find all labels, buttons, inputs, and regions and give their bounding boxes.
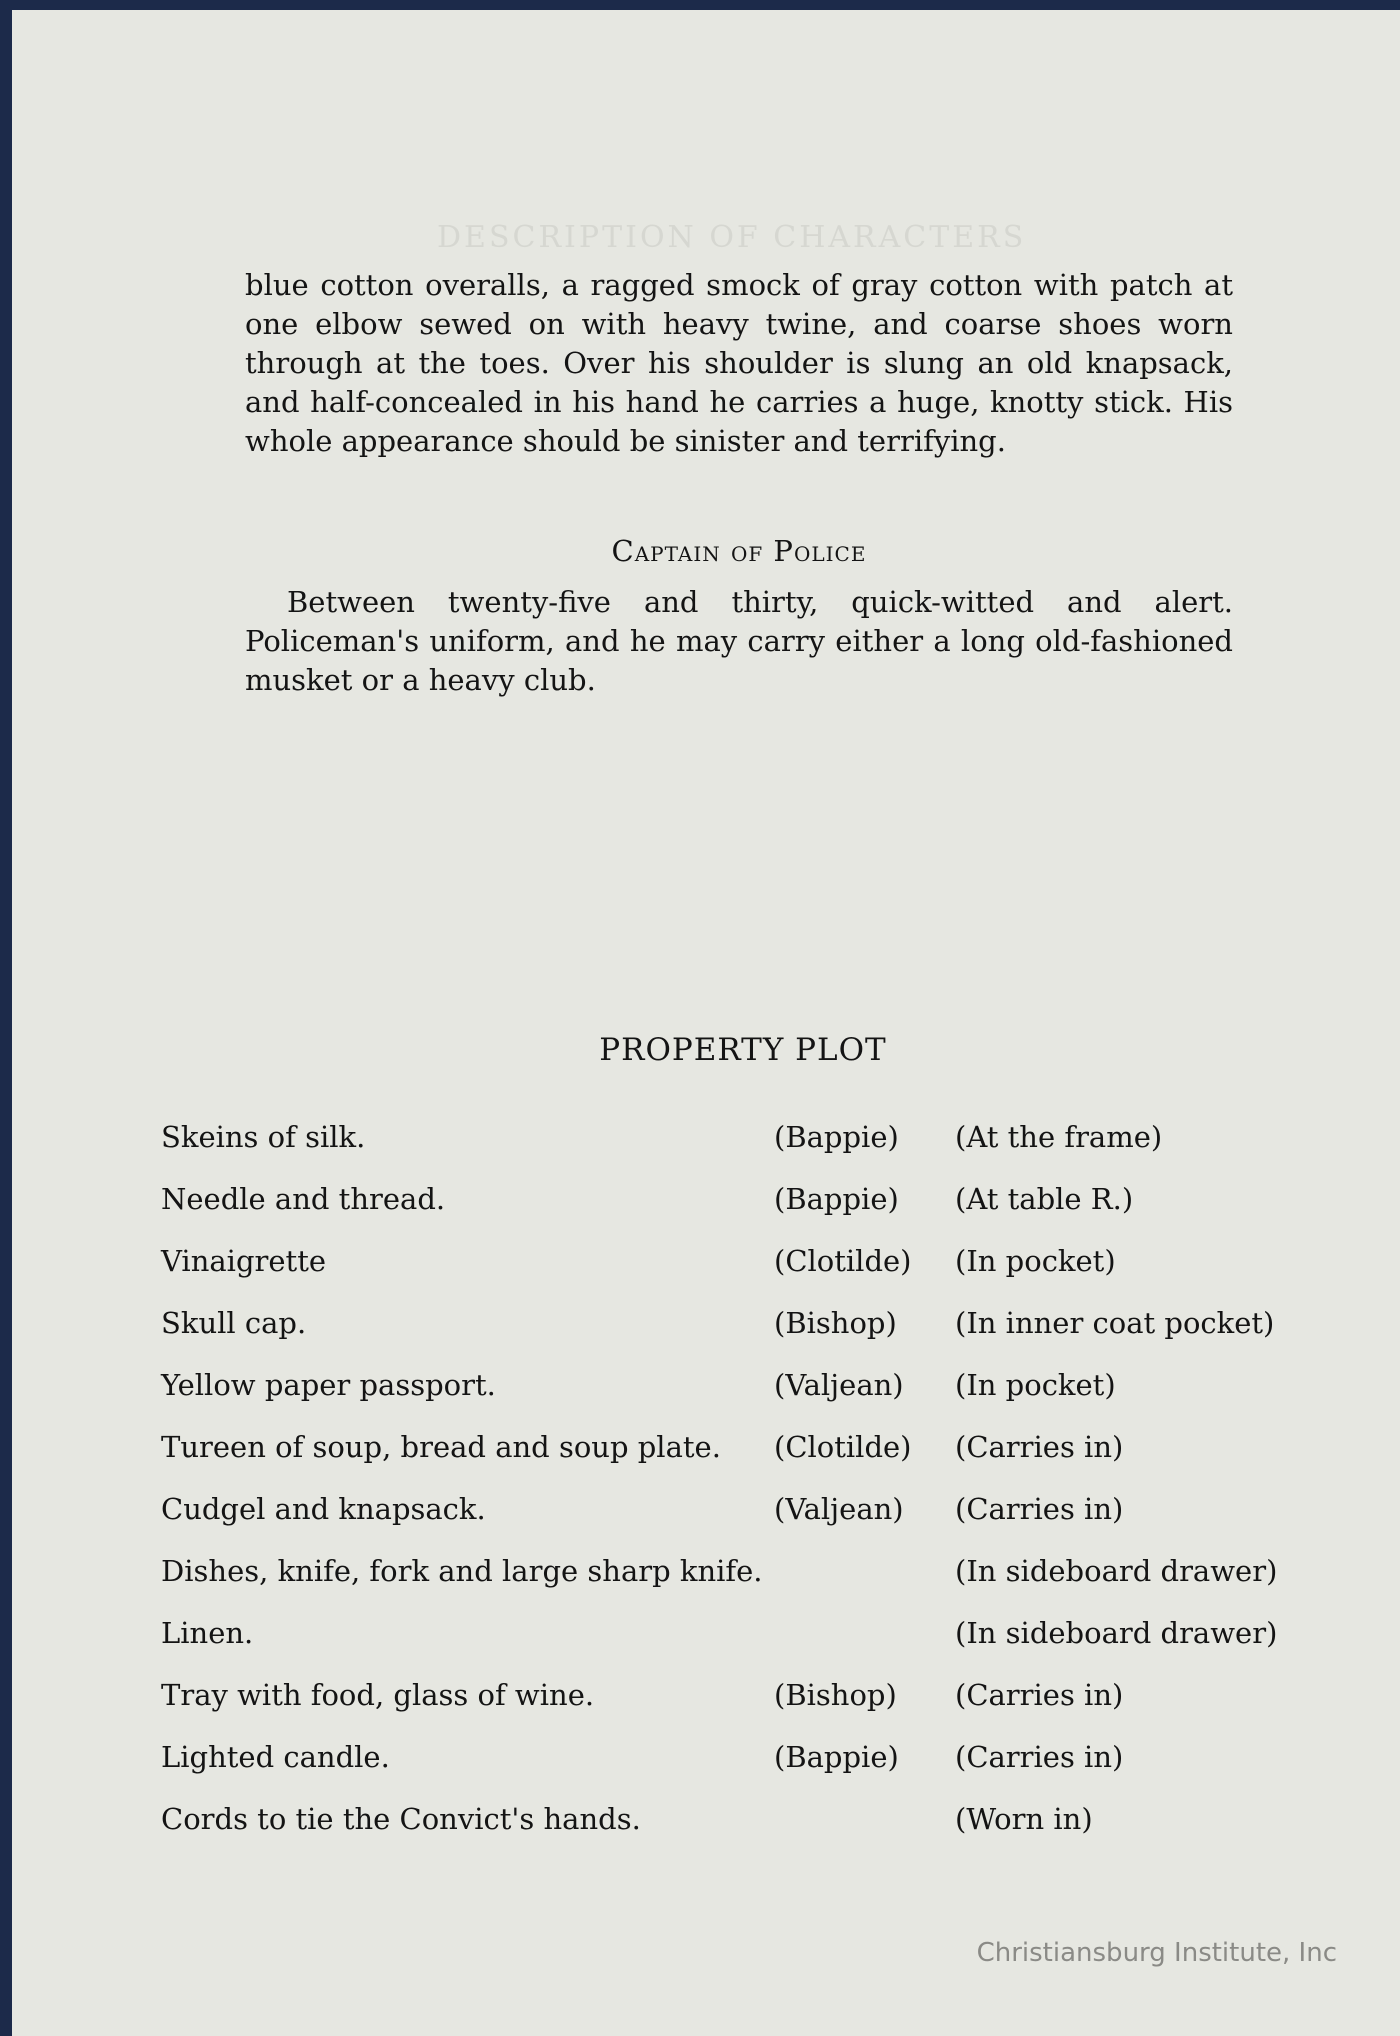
costume-paragraph: blue cotton overalls, a ragged smock of gray cotton with patch at one elbow sewed on with heavy twine, and coarse shoes worn through at the toes. Over his shoulder is slung an old knapsack, and half-concealed in his hand he carries a huge, knotty stick. His whole appearance should be sinister and terrifying.	[245, 268, 1233, 458]
property-item: Linen.	[161, 1616, 254, 1650]
property-row	[12, 1554, 1400, 1594]
property-location: (In pocket)	[955, 1244, 1116, 1278]
captain-paragraph: Between twenty-five and thirty, quick-witted and alert. Policeman's uniform, and he may carry either a long old-fashioned musket or a heavy club.	[245, 585, 1233, 697]
property-item: Needle and thread.	[161, 1182, 446, 1216]
property-row	[12, 1244, 1400, 1284]
property-row	[12, 1678, 1400, 1718]
property-item: Dishes, knife, fork and large sharp knife.	[161, 1554, 763, 1588]
property-item: Vinaigrette	[161, 1244, 327, 1278]
property-item: Skull cap.	[161, 1306, 307, 1340]
property-item: Tray with food, glass of wine.	[161, 1678, 595, 1712]
property-character: (Bappie)	[774, 1120, 899, 1154]
watermark-text: Christiansburg Institute, Inc	[976, 1938, 1337, 1968]
property-character: (Clotilde)	[774, 1244, 912, 1278]
property-row	[12, 1120, 1400, 1160]
property-character: (Bappie)	[774, 1182, 899, 1216]
property-row	[12, 1306, 1400, 1346]
property-location: (Carries in)	[955, 1430, 1124, 1464]
property-item: Cudgel and knapsack.	[161, 1492, 486, 1526]
property-row	[12, 1430, 1400, 1470]
show-through-heading: DESCRIPTION OF CHARACTERS	[437, 220, 1027, 255]
property-location: (At table R.)	[955, 1182, 1134, 1216]
property-item: Skeins of silk.	[161, 1120, 366, 1154]
property-location: (Worn in)	[955, 1802, 1093, 1836]
property-character: (Bappie)	[774, 1740, 899, 1774]
property-row	[12, 1368, 1400, 1408]
property-location: (In sideboard drawer)	[955, 1616, 1278, 1650]
property-row	[12, 1616, 1400, 1656]
document-page	[12, 10, 1400, 2036]
property-location: (In inner coat pocket)	[955, 1306, 1275, 1340]
property-character: (Valjean)	[774, 1368, 904, 1402]
property-plot-heading: PROPERTY PLOT	[599, 1032, 887, 1068]
property-location: (In pocket)	[955, 1368, 1116, 1402]
property-row	[12, 1182, 1400, 1222]
property-row	[12, 1492, 1400, 1532]
property-location: (Carries in)	[955, 1678, 1124, 1712]
property-location: (In sideboard drawer)	[955, 1554, 1278, 1588]
property-row	[12, 1740, 1400, 1780]
property-character: (Bishop)	[774, 1306, 897, 1340]
property-location: (At the frame)	[955, 1120, 1163, 1154]
property-item: Cords to tie the Convict's hands.	[161, 1802, 641, 1836]
captain-of-police-heading: Captain of Police	[611, 534, 867, 568]
property-location: (Carries in)	[955, 1492, 1124, 1526]
property-character: (Clotilde)	[774, 1430, 912, 1464]
property-item: Yellow paper passport.	[161, 1368, 496, 1402]
property-item: Tureen of soup, bread and soup plate.	[161, 1430, 721, 1464]
property-location: (Carries in)	[955, 1740, 1124, 1774]
property-item: Lighted candle.	[161, 1740, 390, 1774]
property-row	[12, 1802, 1400, 1842]
property-character: (Valjean)	[774, 1492, 904, 1526]
property-character: (Bishop)	[774, 1678, 897, 1712]
